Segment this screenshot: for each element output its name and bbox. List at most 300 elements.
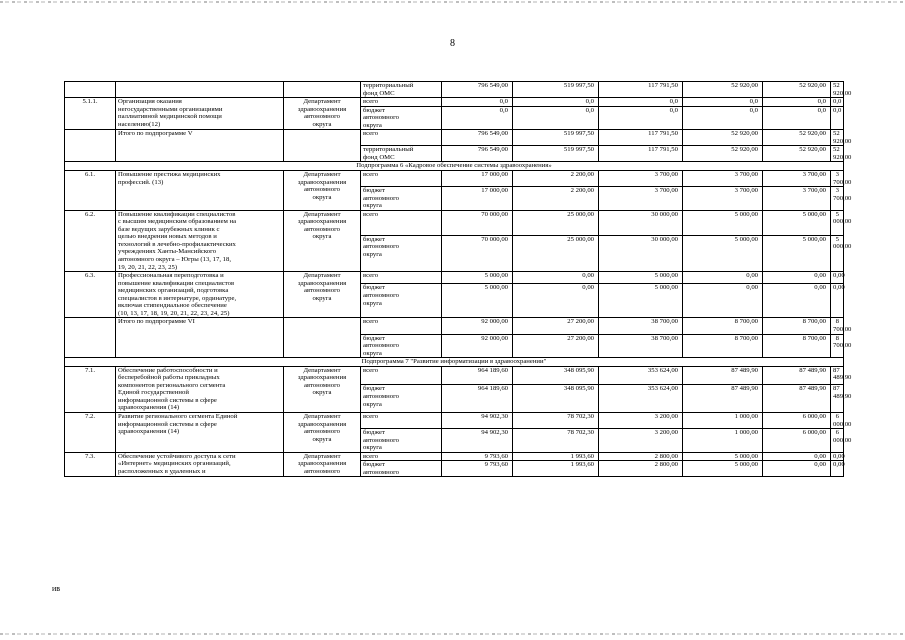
amount-cell: 0,0	[683, 106, 763, 130]
cell-text	[286, 272, 358, 302]
text-line: округа	[312, 233, 332, 241]
amount-cell: 78 702,30	[513, 412, 599, 428]
text-line: расположенных в удаленных и	[118, 467, 206, 475]
amount-cell: 0,00	[831, 461, 844, 477]
amount-cell: 0,0	[683, 98, 763, 107]
text-line: автономного	[303, 113, 340, 121]
cell-text	[118, 367, 281, 412]
amount-cell: 30 000,00	[599, 235, 683, 272]
table-row	[65, 210, 844, 235]
text-line: Департамент	[303, 272, 341, 280]
executor	[284, 82, 361, 98]
text-line: Профессиональная переподготовка и	[118, 272, 224, 280]
text-line: территориальный	[363, 82, 414, 89]
funding-source	[361, 146, 442, 162]
executor	[284, 318, 361, 358]
text-line: всего	[363, 171, 379, 179]
amount-cell: 87 489,90	[683, 366, 763, 385]
amount-cell: 348 095,90	[513, 366, 599, 385]
text-line: Департамент	[303, 171, 341, 179]
amount-cell: 0,00	[763, 452, 831, 461]
text-line: автономного	[363, 436, 400, 444]
measure-name	[116, 130, 284, 162]
funding-source	[361, 272, 442, 284]
text-line: Повышение престижа медицинских	[118, 171, 221, 179]
text-line: Обеспечение работоспособности и	[118, 366, 218, 374]
table-row	[65, 318, 844, 334]
amount-cell: 0,0	[513, 98, 599, 107]
measure-name	[116, 171, 284, 211]
amount-cell: 92 000,00	[442, 334, 513, 358]
text-line: бюджет	[363, 284, 385, 292]
text-line: всего	[363, 318, 379, 326]
text-line: округа	[312, 389, 332, 397]
amount-cell: 5 000,00	[599, 284, 683, 318]
amount-cell: 964 189,60	[442, 385, 513, 413]
text-line: здравоохранения	[297, 178, 347, 186]
amount-cell: 30 000,00	[599, 210, 683, 235]
text-line: всего	[363, 130, 379, 138]
measure-code: 6.2.	[65, 210, 116, 271]
text-line: автономного	[303, 428, 340, 436]
amount-cell: 0,0	[831, 106, 844, 130]
amount-cell: 87 489,90	[763, 366, 831, 385]
cell-text	[363, 146, 439, 161]
text-line: здравоохранения	[297, 279, 347, 287]
measure-code: 7.2.	[65, 412, 116, 452]
text-line: здравоохранения (14)	[118, 428, 180, 436]
amount-cell: 0,00	[683, 272, 763, 284]
text-line: Развитие регионального сегмента Единой	[118, 412, 238, 420]
executor	[284, 171, 361, 211]
text-line: технологий в лечебно-профилактических	[118, 240, 236, 248]
text-line: (10, 13, 17, 18, 19, 20, 21, 22, 23, 24, 25)	[118, 309, 230, 317]
funding-source	[361, 82, 442, 98]
table-row	[65, 272, 844, 284]
cell-text	[363, 461, 439, 476]
amount-cell: 0,0	[763, 98, 831, 107]
text-line: Департамент	[303, 452, 341, 460]
measure-code	[65, 130, 116, 162]
cell-text	[363, 82, 439, 97]
amount-cell: 8 700,00	[831, 318, 844, 334]
executor	[284, 210, 361, 271]
text-line: Единой государственной	[118, 389, 189, 397]
budget-table	[64, 81, 852, 477]
measure-code: 6.3.	[65, 272, 116, 318]
text-line: фонд ОМС	[363, 153, 395, 161]
amount-cell: 1 993,60	[513, 461, 599, 477]
cell-text	[286, 171, 358, 201]
cell-text	[363, 98, 439, 106]
text-line: здравоохранения	[297, 218, 347, 226]
amount-cell: 8 700,00	[683, 334, 763, 358]
measure-code: 6.1.	[65, 171, 116, 211]
amount-cell: 3 200,00	[599, 412, 683, 428]
text-line: специалистов в интернатуре, ординатуре,	[118, 294, 237, 302]
funding-source	[361, 187, 442, 211]
funding-source	[361, 334, 442, 358]
amount-cell: 52 920,00	[763, 82, 831, 98]
funding-source	[361, 235, 442, 272]
amount-cell: 1 000,00	[683, 412, 763, 428]
table-row	[65, 412, 844, 428]
text-line: автономного	[363, 392, 400, 400]
cell-text	[286, 367, 358, 397]
text-line: автономного	[303, 381, 340, 389]
cell-text	[363, 335, 439, 358]
text-line: автономного	[363, 243, 400, 251]
scan-artifact-top	[0, 1, 905, 3]
text-line: Обеспечение устойчивого доступа к сети	[118, 452, 236, 460]
cell-text	[363, 107, 439, 130]
amount-cell: 5 000,00	[763, 235, 831, 272]
subprogram-header-row	[65, 358, 844, 367]
amount-cell: 1 000,00	[683, 429, 763, 453]
cell-text	[363, 453, 439, 461]
text-line: медицинских организаций, подготовка	[118, 287, 229, 295]
cell-text	[363, 385, 439, 408]
text-line: здравоохранения	[297, 105, 347, 113]
amount-cell: 25 000,00	[513, 210, 599, 235]
amount-cell: 25 000,00	[513, 235, 599, 272]
amount-cell: 94 902,30	[442, 429, 513, 453]
amount-cell: 5 000,00	[831, 235, 844, 272]
text-line: целью внедрения новых методов и	[118, 233, 217, 241]
executor	[284, 98, 361, 130]
text-line: автономного	[303, 186, 340, 194]
text-line: профессий. (13)	[118, 178, 164, 186]
cell-text	[363, 130, 439, 138]
amount-cell: 92 000,00	[442, 318, 513, 334]
text-line: информационной системы в сфере	[118, 420, 217, 428]
funding-source	[361, 385, 442, 413]
amount-cell: 0,00	[831, 272, 844, 284]
text-line: здравоохранения	[297, 420, 347, 428]
cell-text	[118, 171, 281, 186]
cell-text	[286, 453, 358, 476]
executor	[284, 272, 361, 318]
amount-cell: 519 997,50	[513, 82, 599, 98]
text-line: негосударственными организациями	[118, 105, 223, 113]
cell-text	[363, 272, 439, 280]
text-line: автономного	[363, 342, 400, 350]
amount-cell: 52 920,00	[831, 82, 844, 98]
amount-cell: 38 700,00	[599, 334, 683, 358]
amount-cell: 1 993,60	[513, 452, 599, 461]
text-line: автономного	[303, 287, 340, 295]
text-line: бюджет	[363, 334, 385, 342]
text-line: округа	[363, 349, 382, 357]
text-line: автономного	[363, 291, 400, 299]
text-line: здравоохранения	[297, 460, 347, 468]
cell-text	[363, 367, 439, 375]
text-line: бюджет	[363, 429, 385, 437]
scan-artifact-bottom	[0, 633, 905, 635]
text-line: Департамент	[303, 210, 341, 218]
funding-source	[361, 429, 442, 453]
text-line: территориальный	[363, 146, 414, 154]
cell-text	[363, 211, 439, 219]
amount-cell: 9 793,60	[442, 461, 513, 477]
amount-cell: 27 200,00	[513, 318, 599, 334]
executor	[284, 452, 361, 477]
cell-text	[118, 211, 281, 271]
cell-text	[363, 171, 439, 179]
amount-cell: 0,00	[763, 461, 831, 477]
amount-cell: 353 624,00	[599, 366, 683, 385]
text-line: Департамент	[303, 98, 341, 106]
text-line: населению(12)	[118, 120, 161, 128]
amount-cell: 0,00	[683, 284, 763, 318]
amount-cell: 52 920,00	[763, 146, 831, 162]
cell-text	[286, 413, 358, 443]
measure-name	[116, 98, 284, 130]
amount-cell: 70 000,00	[442, 235, 513, 272]
text-line: округа	[363, 400, 382, 408]
measure-code	[65, 82, 116, 98]
amount-cell: 87 489,90	[831, 385, 844, 413]
text-line: Департамент	[303, 412, 341, 420]
amount-cell: 5 000,00	[683, 461, 763, 477]
funding-source	[361, 412, 442, 428]
amount-cell: 27 200,00	[513, 334, 599, 358]
cell-text	[118, 318, 281, 326]
executor	[284, 412, 361, 452]
cell-text	[363, 284, 439, 307]
text-line: автономного округа – Югры (13, 17, 18,	[118, 256, 232, 264]
amount-cell: 94 902,30	[442, 412, 513, 428]
funding-source	[361, 366, 442, 385]
funding-source	[361, 130, 442, 146]
amount-cell: 3 700,00	[831, 187, 844, 211]
amount-cell: 2 800,00	[599, 461, 683, 477]
text-line: округа	[363, 121, 382, 129]
amount-cell: 0,00	[513, 272, 599, 284]
cell-text	[286, 211, 358, 241]
amount-cell: 3 700,00	[763, 187, 831, 211]
amount-cell: 0,00	[763, 284, 831, 318]
text-line: бюджет	[363, 106, 385, 114]
text-line: округа	[312, 120, 332, 128]
text-line: бюджет	[363, 461, 385, 469]
text-line: всего	[363, 98, 379, 106]
amount-cell: 0,0	[831, 98, 844, 107]
amount-cell: 5 000,00	[442, 284, 513, 318]
text-line: автономного	[303, 225, 340, 233]
page-number: 8	[450, 38, 455, 49]
amount-cell: 796 549,00	[442, 130, 513, 146]
amount-cell: 0,00	[513, 284, 599, 318]
amount-cell: 6 000,00	[763, 429, 831, 453]
amount-cell: 0,00	[831, 284, 844, 318]
amount-cell: 519 997,50	[513, 146, 599, 162]
measure-name	[116, 366, 284, 412]
measure-code: 7.1.	[65, 366, 116, 412]
amount-cell: 348 095,90	[513, 385, 599, 413]
subprogram-title: Подпрограмма 7 "Развитие информатизации в здравоохранении"	[65, 358, 844, 367]
executor	[284, 130, 361, 162]
cell-text	[363, 318, 439, 326]
amount-cell: 2 800,00	[599, 452, 683, 461]
text-line: базе ведущих зарубежных клиник с	[118, 225, 220, 233]
measure-code: 7.3.	[65, 452, 116, 477]
funding-source	[361, 318, 442, 334]
measure-code	[65, 318, 116, 358]
measure-name	[116, 452, 284, 477]
subprogram-header-row	[65, 162, 844, 171]
measure-name	[116, 272, 284, 318]
table-row	[65, 171, 844, 187]
text-line: округа	[363, 299, 382, 307]
amount-cell: 964 189,60	[442, 366, 513, 385]
amount-cell: 6 000,00	[763, 412, 831, 428]
amount-cell: 87 489,90	[683, 385, 763, 413]
table-row	[65, 452, 844, 461]
table-row	[65, 366, 844, 385]
amount-cell: 3 200,00	[599, 429, 683, 453]
text-line: Повышение квалификации специалистов	[118, 210, 236, 218]
amount-cell: 3 700,00	[831, 171, 844, 187]
amount-cell: 117 791,50	[599, 130, 683, 146]
amount-cell: 0,00	[763, 272, 831, 284]
text-line: бесперебойной работы прикладных	[118, 374, 220, 382]
amount-cell: 353 624,00	[599, 385, 683, 413]
amount-cell: 3 700,00	[599, 187, 683, 211]
footer-initials: ив	[52, 584, 61, 593]
text-line: всего	[363, 272, 379, 280]
amount-cell: 5 000,00	[683, 235, 763, 272]
amount-cell: 8 700,00	[831, 334, 844, 358]
amount-cell: 52 920,00	[831, 146, 844, 162]
text-line: Итого по подпрограмме VI	[118, 318, 195, 326]
measure-name	[116, 318, 284, 358]
amount-cell: 78 702,30	[513, 429, 599, 453]
cell-text	[363, 413, 439, 421]
amount-cell: 52 920,00	[683, 130, 763, 146]
text-line: всего	[363, 412, 379, 420]
text-line: всего	[363, 452, 379, 460]
amount-cell: 3 700,00	[599, 171, 683, 187]
amount-cell: 52 920,00	[831, 130, 844, 146]
measure-name	[116, 210, 284, 271]
amount-cell: 52 920,00	[683, 82, 763, 98]
cell-text	[118, 413, 281, 436]
funding-source	[361, 106, 442, 130]
text-line: здравоохранения	[297, 374, 347, 382]
text-line: Итого по подпрограмме V	[118, 130, 193, 138]
amount-cell: 3 700,00	[763, 171, 831, 187]
funding-source	[361, 171, 442, 187]
amount-cell: 0,0	[599, 98, 683, 107]
amount-cell: 87 489,90	[831, 366, 844, 385]
text-line: с высшим медицинским образованием на	[118, 218, 237, 226]
table-row	[65, 130, 844, 146]
amount-cell: 796 549,00	[442, 146, 513, 162]
text-line: повышение квалификации специалистов	[118, 279, 235, 287]
amount-cell: 17 000,00	[442, 187, 513, 211]
amount-cell: 117 791,50	[599, 82, 683, 98]
cell-text	[363, 236, 439, 259]
cell-text	[363, 429, 439, 452]
amount-cell: 5 000,00	[599, 272, 683, 284]
budget-table-body	[65, 82, 852, 477]
text-line: бюджет	[363, 385, 385, 393]
cell-text	[118, 130, 281, 138]
subprogram-title: Подпрограмма 6 «Кадровое обеспечение системы здравоохранения»	[65, 162, 844, 171]
amount-cell: 5 000,00	[763, 210, 831, 235]
amount-cell: 796 549,00	[442, 82, 513, 98]
text-line: включая стипендиальное обеспечение	[118, 302, 227, 310]
text-line: здравоохранения (14)	[118, 404, 180, 412]
amount-cell: 3 700,00	[683, 171, 763, 187]
amount-cell: 52 920,00	[683, 146, 763, 162]
measure-name	[116, 412, 284, 452]
text-line: округа	[363, 250, 382, 258]
text-line: автономного	[363, 194, 400, 202]
cell-text	[286, 98, 358, 128]
amount-cell: 38 700,00	[599, 318, 683, 334]
amount-cell: 0,0	[763, 106, 831, 130]
text-line: «Интернет» медицинских организаций,	[118, 460, 231, 468]
funding-source	[361, 210, 442, 235]
text-line: фонд ОМС	[363, 89, 395, 97]
amount-cell: 8 700,00	[683, 318, 763, 334]
table-row	[65, 98, 844, 107]
amount-cell: 70 000,00	[442, 210, 513, 235]
text-line: всего	[363, 210, 379, 218]
text-line: Департамент	[303, 366, 341, 374]
funding-source	[361, 461, 442, 477]
text-line: бюджет	[363, 235, 385, 243]
amount-cell: 5 000,00	[683, 452, 763, 461]
cell-text	[118, 453, 281, 476]
amount-cell: 0,0	[442, 98, 513, 107]
amount-cell: 0,0	[442, 106, 513, 130]
amount-cell: 8 700,00	[763, 334, 831, 358]
text-line: 19, 20, 21, 22, 23, 25)	[118, 263, 178, 271]
text-line: округа	[312, 193, 332, 201]
amount-cell: 3 700,00	[683, 187, 763, 211]
amount-cell: 8 700,00	[763, 318, 831, 334]
funding-source	[361, 98, 442, 107]
cell-text	[118, 98, 281, 128]
text-line: автономного	[363, 114, 400, 122]
text-line: всего	[363, 366, 379, 374]
cell-text	[118, 272, 281, 317]
amount-cell: 5 000,00	[442, 272, 513, 284]
amount-cell: 0,0	[513, 106, 599, 130]
amount-cell: 5 000,00	[831, 210, 844, 235]
amount-cell: 6 000,00	[831, 429, 844, 453]
amount-cell: 87 489,90	[763, 385, 831, 413]
amount-cell: 9 793,60	[442, 452, 513, 461]
cell-text	[363, 187, 439, 210]
table-row	[65, 82, 844, 98]
text-line: автономного	[363, 468, 400, 476]
text-line: бюджет	[363, 187, 385, 195]
text-line: информационной системы в сфере	[118, 396, 217, 404]
text-line: компонентов регионального сегмента	[118, 381, 226, 389]
funding-source	[361, 284, 442, 318]
measure-code: 5.1.1.	[65, 98, 116, 130]
amount-cell: 2 200,00	[513, 187, 599, 211]
text-line: округа	[363, 444, 382, 452]
measure-name	[116, 82, 284, 98]
amount-cell: 52 920,00	[763, 130, 831, 146]
text-line: паллиативной медицинской помощи	[118, 113, 222, 121]
amount-cell: 0,00	[831, 452, 844, 461]
